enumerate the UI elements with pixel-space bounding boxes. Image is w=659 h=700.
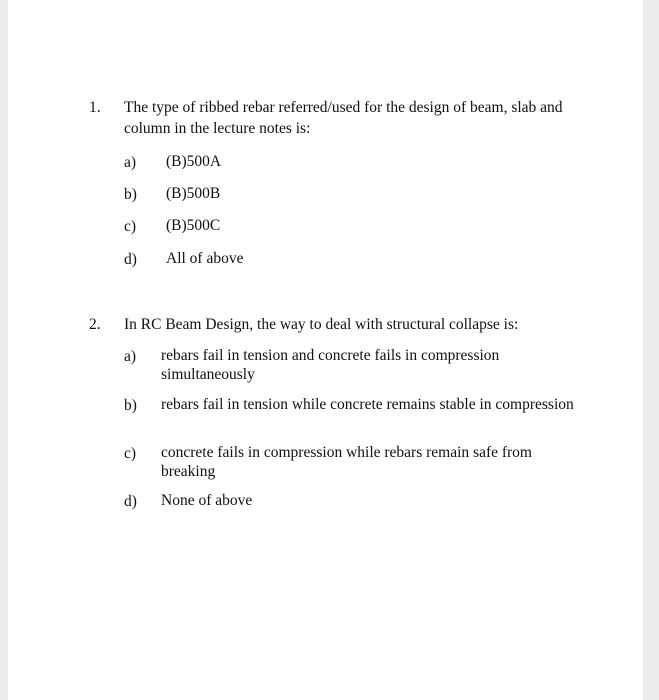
option-letter: b) xyxy=(124,186,137,203)
option-text: (B)500A xyxy=(166,153,222,170)
option-text: concrete fails in compression while rebars remain safe from breaking xyxy=(161,444,532,480)
question-number: 2. xyxy=(89,316,101,333)
option-text: (B)500C xyxy=(166,217,221,234)
option-text: rebars fail in tension and concrete fails in compression simultaneously xyxy=(161,347,500,383)
option-letter: a) xyxy=(124,154,137,171)
option-text: All of above xyxy=(166,250,244,267)
option-letter: a) xyxy=(124,348,137,365)
document-page xyxy=(8,0,643,700)
option-letter: b) xyxy=(124,397,137,414)
question-text: In RC Beam Design, the way to deal with structural collapse is: xyxy=(124,316,519,333)
option-text: (B)500B xyxy=(166,185,221,202)
question-number: 1. xyxy=(89,99,101,116)
option-text: rebars fail in tension while concrete remains stable in compression xyxy=(161,396,574,413)
option-letter: c) xyxy=(124,445,137,462)
option-letter: c) xyxy=(124,218,137,235)
option-text: None of above xyxy=(161,492,253,509)
option-letter: d) xyxy=(124,493,137,510)
option-letter: d) xyxy=(124,251,137,268)
question-text: The type of ribbed rebar referred/used for the design of beam, slab and column in the lecture notes is: xyxy=(124,99,563,137)
